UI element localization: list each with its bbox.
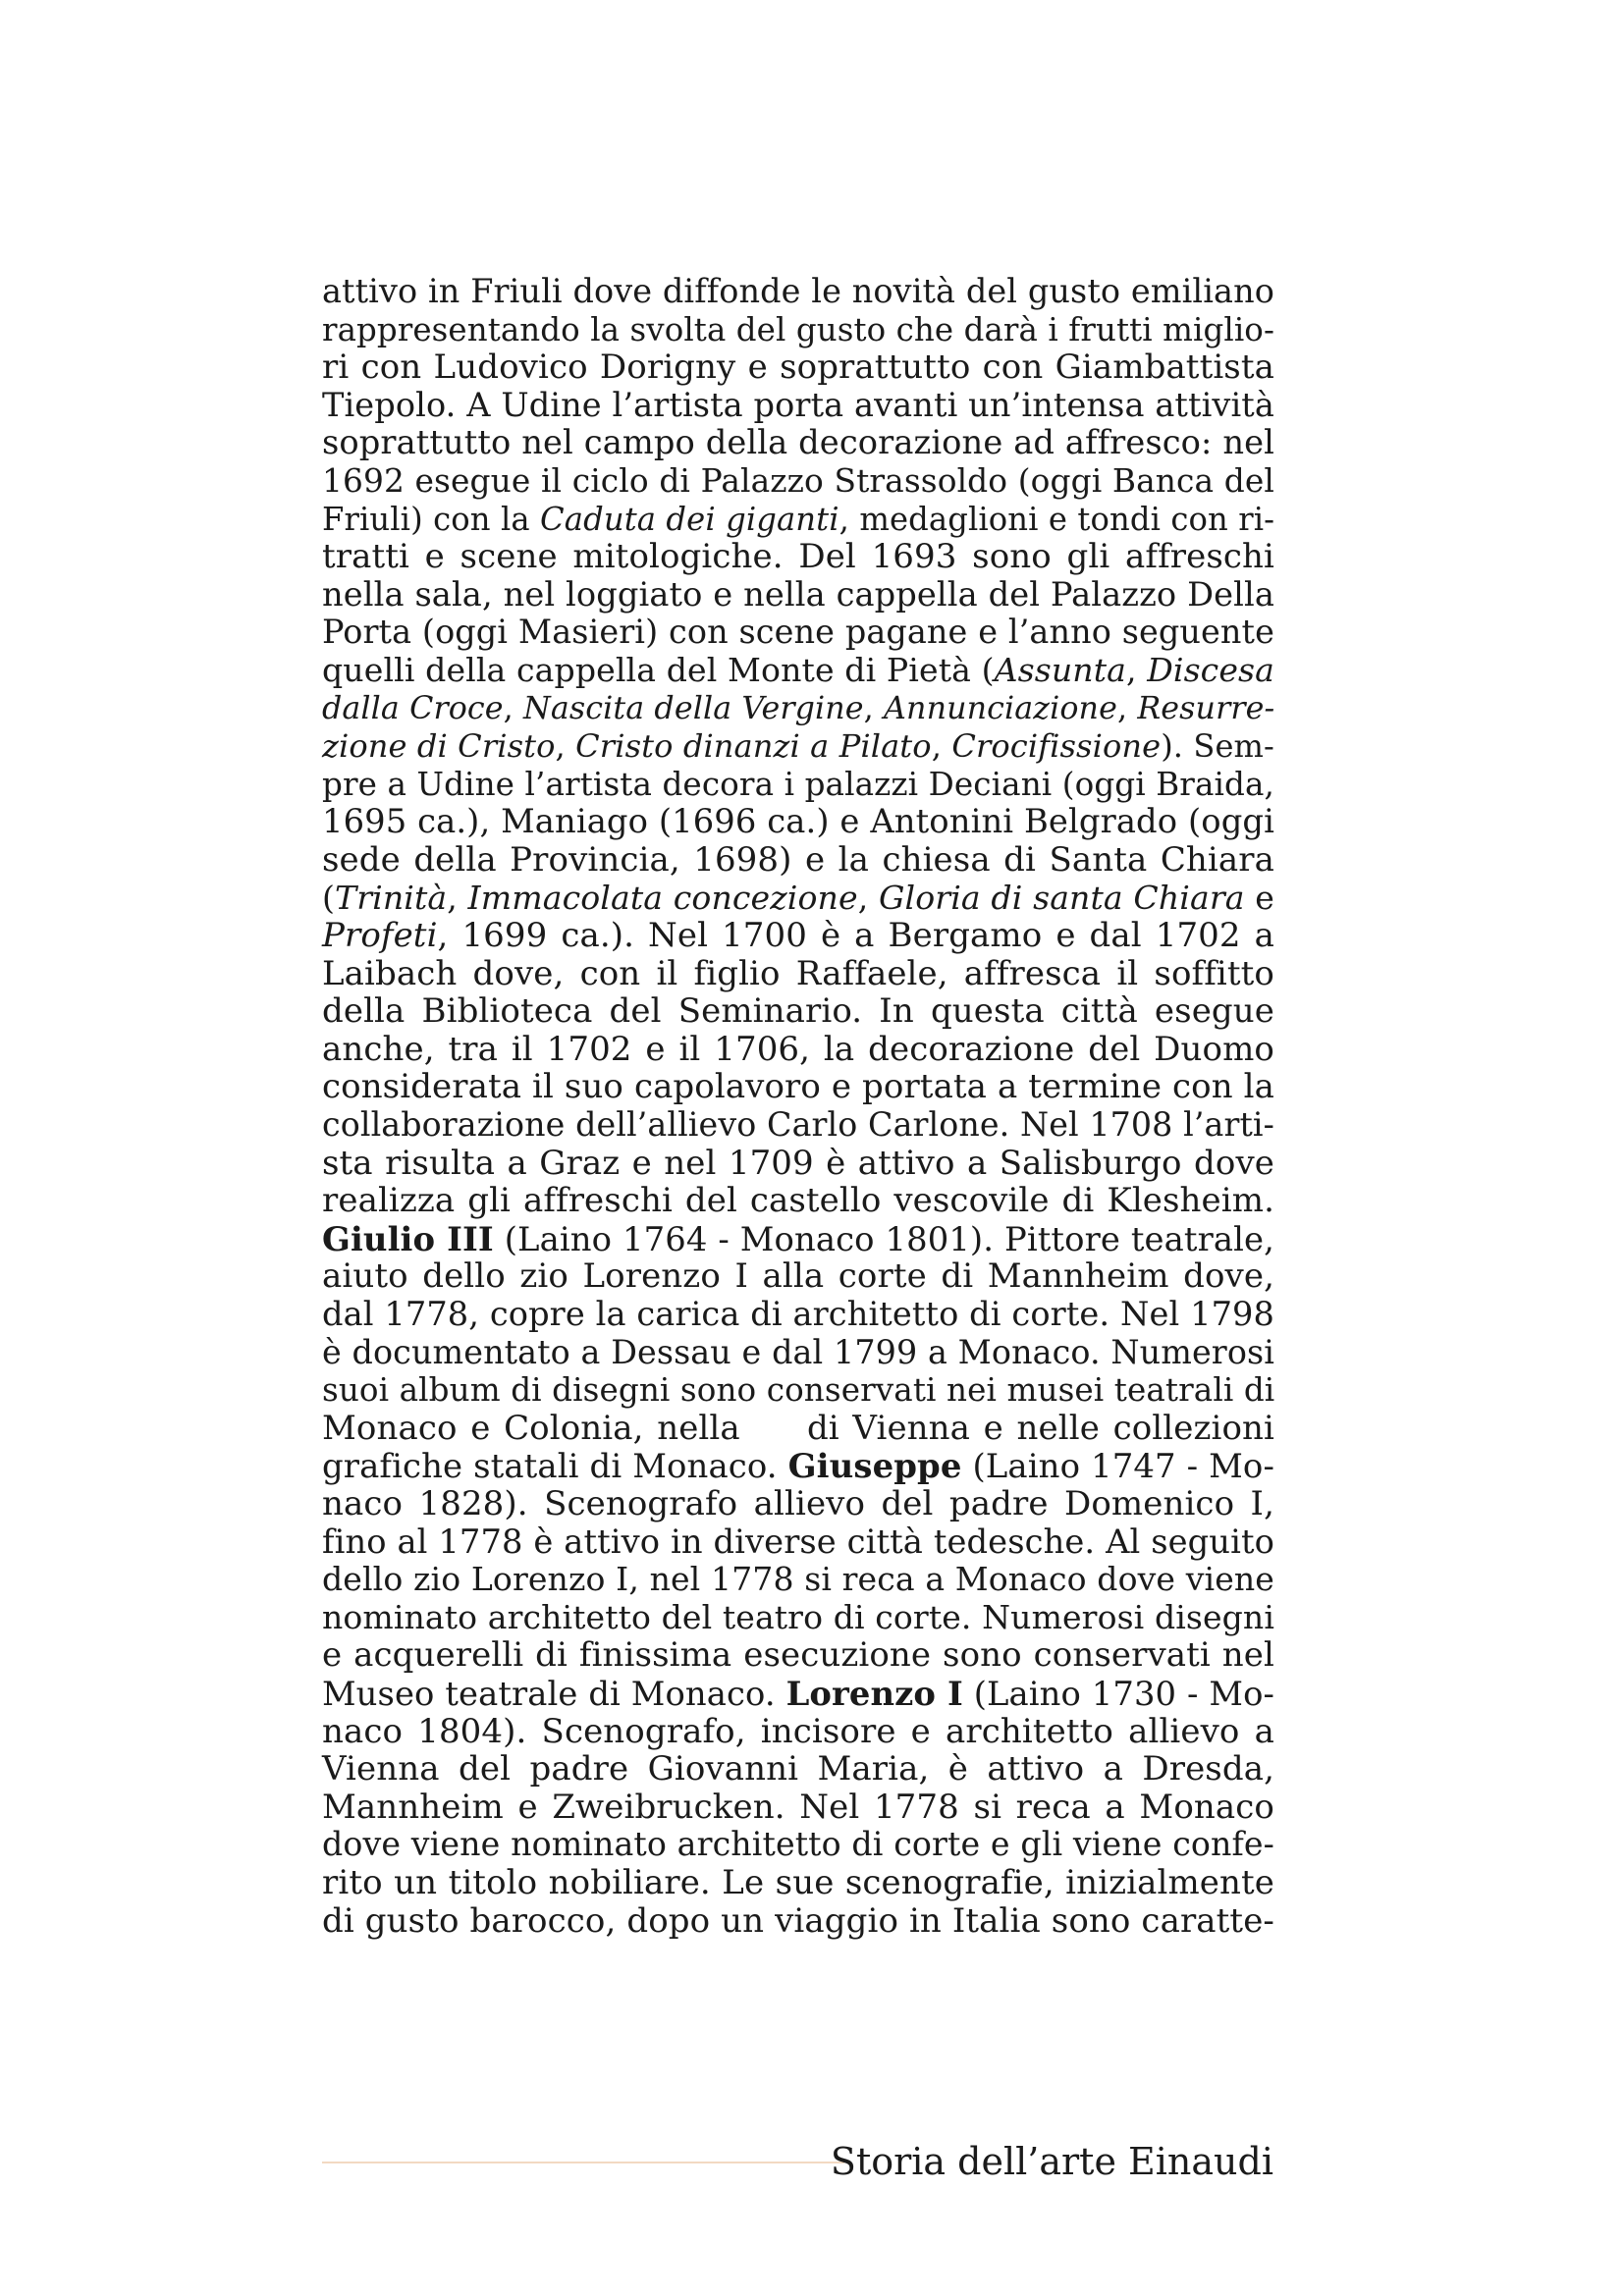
text-segment: naco 1804). Scenografo, incisore e architetto allievo a (322, 1711, 1274, 1751)
text-segment: , (1125, 650, 1148, 689)
artwork-title: zione di Cristo (322, 727, 556, 766)
text-segment: 1695 ca.), Maniago (1696 ca.) e Antonini Belgrado (oggi (322, 802, 1274, 841)
text-segment: , medaglioni e tondi con ri- (839, 500, 1275, 538)
artwork-title: Immacolata concezione (467, 878, 858, 917)
text-segment: anche, tra il 1702 e il 1706, la decorazione del Duomo (322, 1029, 1274, 1069)
text-segment: e (1244, 878, 1274, 917)
text-segment: dal 1778, copre la carica di architetto di corte. Nel 1798 (322, 1295, 1274, 1334)
text-line (322, 1523, 1274, 1562)
text-segment: Mannheim e Zweibrucken. Nel 1778 si reca a Monaco (322, 1787, 1274, 1827)
artwork-title: Assunta (994, 650, 1126, 689)
text-segment: Tiepolo. A Udine l’artista porta avanti un’intensa attività (322, 385, 1274, 424)
text-line (322, 1447, 1274, 1485)
text-segment: , 1699 ca.). Nel 1700 è a Bergamo e dal 1702 a (437, 916, 1274, 956)
artist-name: Giulio III (322, 1218, 494, 1258)
text-line (322, 1371, 1274, 1410)
text-segment: , (931, 727, 952, 766)
text-segment: collaborazione dell’allievo Carlo Carlone. Nel 1708 l’arti- (322, 1105, 1274, 1145)
artwork-title: Nascita della Vergine (523, 690, 864, 726)
text-segment: grafiche statali di Monaco. (322, 1447, 788, 1486)
text-line (322, 1675, 1274, 1713)
body-text (322, 273, 1274, 1940)
artist-name: Lorenzo I (785, 1673, 963, 1713)
footer-title: Storia dell’arte Einaudi (830, 2140, 1273, 2183)
artwork-title: Trinità (335, 878, 448, 917)
text-segment: ( (322, 878, 336, 917)
text-segment: nella sala, nel loggiato e nella cappella del Palazzo Della (322, 574, 1274, 614)
artwork-title: Discesa (1147, 650, 1274, 689)
text-line (322, 462, 1274, 501)
text-segment: soprattutto nel campo della decorazione ad affresco: nel (322, 423, 1274, 462)
text-line (322, 652, 1274, 690)
text-segment: e acquerelli di finissima esecuzione sono conservati nel (322, 1635, 1274, 1676)
text-line (322, 1750, 1274, 1789)
artwork-title: Profeti (322, 916, 438, 956)
text-segment: , (555, 727, 576, 766)
text-segment: quelli della cappella del Monte di Pietà ( (322, 650, 995, 689)
text-line (322, 1257, 1274, 1296)
text-line (322, 1334, 1274, 1372)
text-segment: nominato architetto del teatro di corte. Numerosi disegni (322, 1597, 1274, 1636)
text-segment: attivo in Friuli dove diffonde le novità del gusto emiliano (322, 272, 1274, 310)
text-line (322, 955, 1274, 993)
text-line (322, 690, 1274, 728)
text-segment: , (1116, 690, 1138, 726)
text-line (322, 576, 1274, 614)
text-line (322, 1864, 1274, 1902)
text-line (322, 841, 1274, 880)
text-line (322, 880, 1274, 918)
artwork-title: Caduta dei giganti (540, 500, 839, 538)
text-line (322, 1902, 1274, 1941)
text-line (322, 1599, 1274, 1637)
text-line (322, 1068, 1274, 1106)
text-segment: realizza gli affreschi del castello vescovile di Klesheim. (322, 1181, 1274, 1221)
text-segment: , (503, 690, 524, 726)
artwork-title: Cristo dinanzi a Pilato (575, 727, 932, 766)
text-line (322, 311, 1274, 349)
text-line (322, 538, 1274, 576)
text-segment: ri con Ludovico Dorigny e soprattutto con Giambattista (322, 347, 1274, 388)
text-segment: , (447, 878, 468, 917)
text-line (322, 727, 1274, 766)
text-segment: Museo teatrale di Monaco. (322, 1674, 786, 1713)
artist-name: Giuseppe (787, 1446, 962, 1486)
text-segment: rappresentando la svolta del gusto che darà i frutti miglio- (322, 310, 1274, 348)
text-line (322, 273, 1274, 311)
text-segment: rito un titolo nobiliare. Le sue scenografie, inizialmente (322, 1862, 1274, 1902)
text-line (322, 1220, 1274, 1258)
text-segment: Friuli) con la (322, 500, 541, 538)
text-segment: naco 1828). Scenografo allievo del padre Domenico I, (322, 1484, 1274, 1523)
text-segment: , (863, 690, 885, 726)
text-segment: (Laino 1764 - Monaco 1801). Pittore teatrale, (493, 1219, 1274, 1258)
text-segment: Vienna del padre Giovanni Maria, è attivo a Dresda, (322, 1749, 1274, 1789)
text-line (322, 1636, 1274, 1675)
artwork-title: Annunciazione (884, 690, 1117, 726)
text-line (322, 1561, 1274, 1599)
text-segment: dove viene nominato architetto di corte e gli viene confe- (322, 1825, 1274, 1864)
text-line (322, 1145, 1274, 1183)
text-line (322, 1713, 1274, 1751)
text-segment: Porta (oggi Masieri) con scene pagane e l’anno seguente (322, 613, 1274, 652)
artwork-title: Resurre- (1137, 690, 1275, 726)
text-line (322, 501, 1274, 539)
text-line (322, 803, 1274, 841)
text-line (322, 1485, 1274, 1523)
artwork-title: dalla Croce (322, 690, 504, 726)
text-line (322, 1182, 1274, 1220)
text-segment: sta risulta a Graz e nel 1709 è attivo a Salisburgo dove (322, 1143, 1274, 1183)
text-line (322, 992, 1274, 1031)
artwork-title: Gloria di santa Chiara (878, 878, 1245, 917)
text-segment: considerata il suo capolavoro e portata a termine con la (322, 1067, 1274, 1107)
text-line (322, 1410, 1274, 1448)
text-line (322, 387, 1274, 425)
text-segment: dello zio Lorenzo I, nel 1778 si reca a Monaco dove viene (322, 1560, 1274, 1599)
artwork-title: Crocifissione (951, 727, 1162, 766)
text-segment: sede della Provincia, 1698) e la chiesa di Santa Chiara (322, 839, 1274, 880)
text-segment: fino al 1778 è attivo in diverse città tedesche. Al seguito (322, 1522, 1274, 1561)
text-segment: è documentato a Dessau e dal 1799 a Monaco. Numerosi (322, 1332, 1274, 1371)
text-segment: della Biblioteca del Seminario. In questa città esegue (322, 991, 1274, 1032)
text-line (322, 1106, 1274, 1145)
text-line (322, 1296, 1274, 1334)
text-line (322, 917, 1274, 955)
text-segment: suoi album di disegni sono conservati nei musei teatrali di (322, 1371, 1275, 1410)
footer-rule (322, 2162, 844, 2163)
text-segment: (Laino 1730 - Mo- (962, 1674, 1275, 1713)
text-segment: 1692 esegue il ciclo di Palazzo Strassoldo (oggi Banca del (322, 461, 1274, 500)
text-segment: (Laino 1747 - Mo- (961, 1447, 1274, 1486)
text-line (322, 348, 1274, 387)
text-line (322, 424, 1274, 462)
text-line (322, 1826, 1274, 1864)
text-segment: Laibach dove, con il figlio Raffaele, affresca il soffitto (322, 953, 1274, 993)
text-segment: ). Sem- (1161, 727, 1274, 766)
text-segment: aiuto dello zio Lorenzo I alla corte di Mannheim dove, (322, 1256, 1274, 1297)
text-line (322, 1031, 1274, 1069)
text-segment: pre a Udine l’artista decora i palazzi Deciani (oggi Braida, (322, 765, 1274, 803)
text-segment: tratti e scene mitologiche. Del 1693 sono gli affreschi (322, 537, 1274, 577)
text-line (322, 1789, 1274, 1827)
text-line (322, 766, 1274, 804)
text-segment: , (857, 878, 879, 917)
text-segment: di gusto barocco, dopo un viaggio in Italia sono caratte- (322, 1900, 1274, 1941)
text-line (322, 614, 1274, 652)
text-segment: Monaco e Colonia, nella di Vienna e nelle collezioni (322, 1408, 1274, 1448)
